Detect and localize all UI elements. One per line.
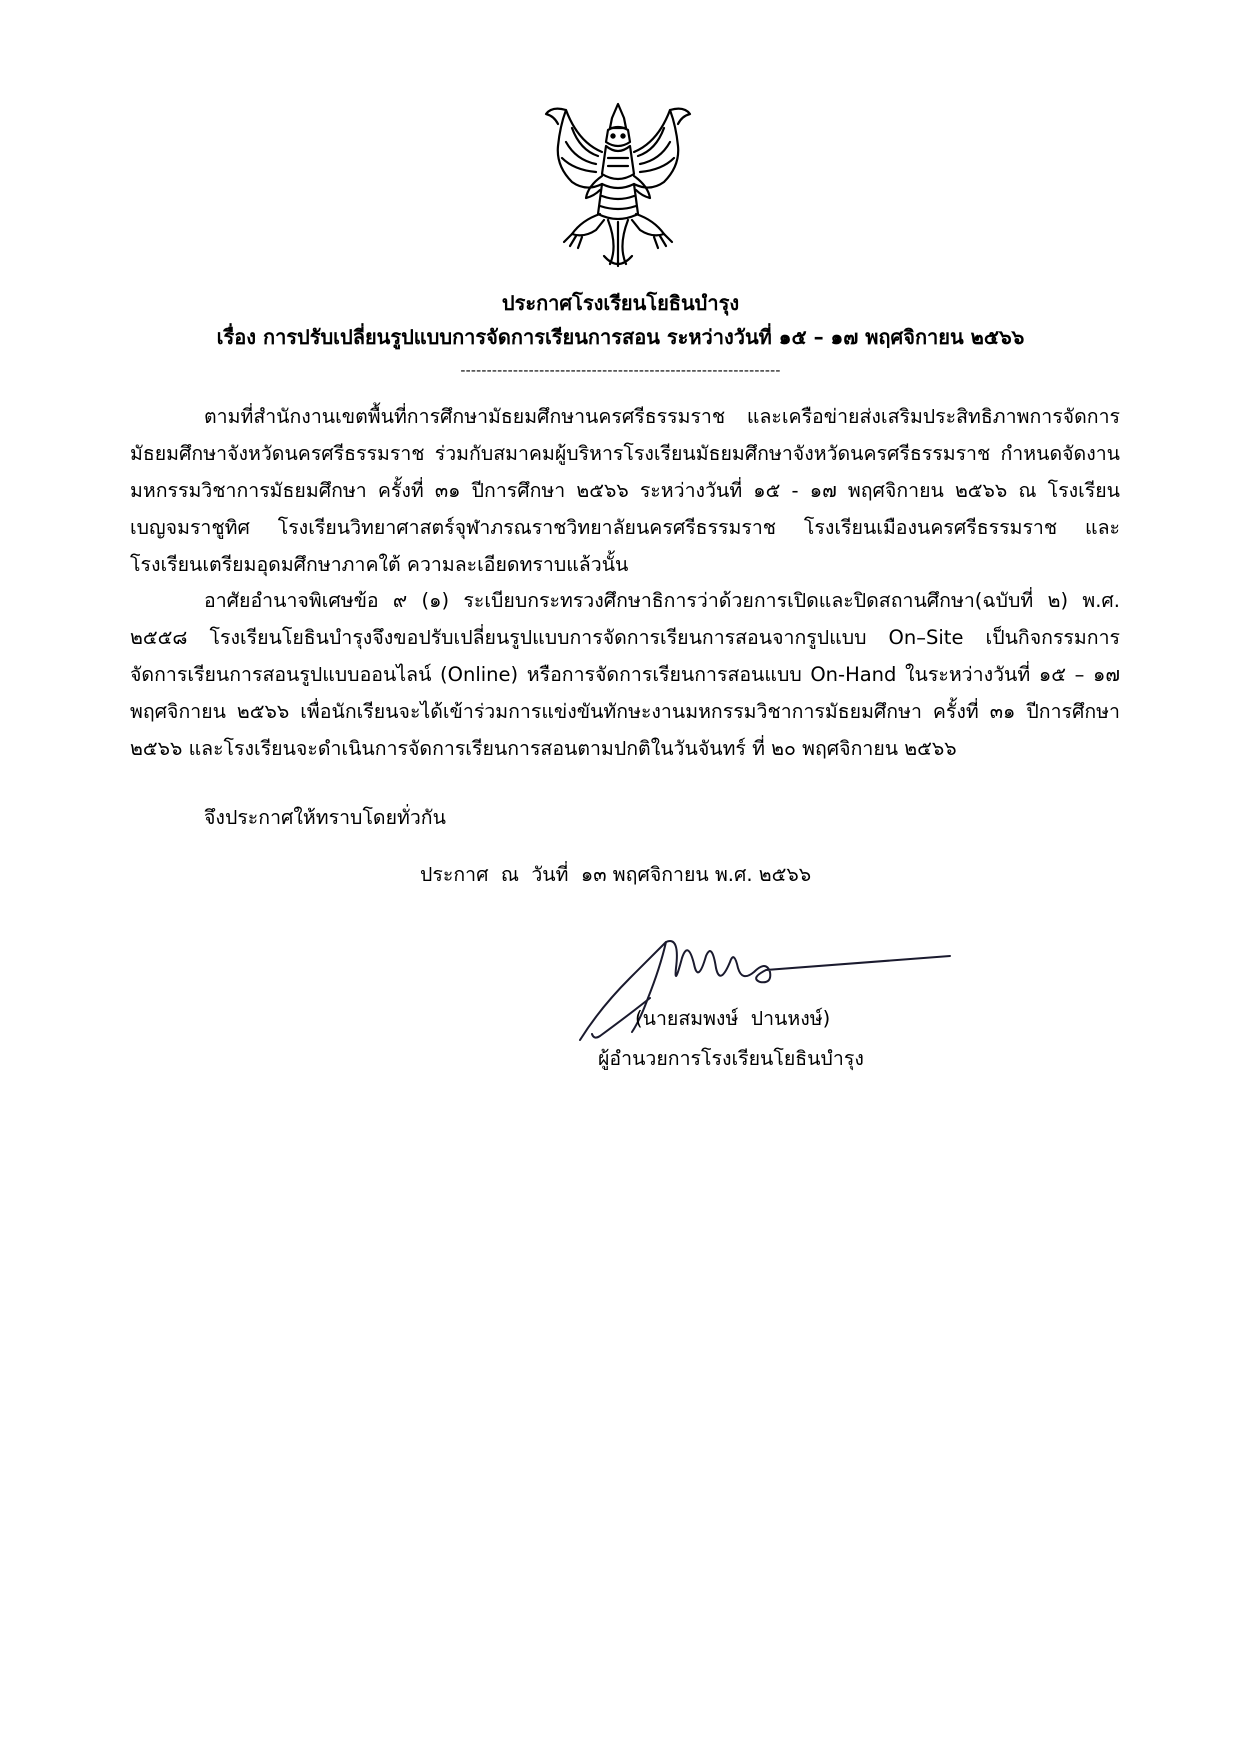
body-paragraph-1: ตามที่สำนักงานเขตพื้นที่การศึกษามัธยมศึกษานครศรีธรรมราช และเครือข่ายส่งเสริมประสิทธิภาพการจัดการมัธยมศึกษาจังหวัดนครศรีธรรมราช ร่วมกับสมาคมผู้บริหารโรงเรียนมัธยมศึกษาจังหวัดนครศรีธรรมราช กำหนดจัดงานมหกรรมวิชาการมัธยมศึกษา ครั้งที่ ๓๑ ปีการศึกษา ๒๕๖๖ ระหว่างวันที่ ๑๕ - ๑๗ พฤศจิกายน ๒๕๖๖ ณ โรงเรียนเบญจมราชูทิศ โรงเรียนวิทยาศาสตร์จุฬาภรณราชวิทยาลัยนครศรีธรรมราช โรงเรียนเมืองนครศรีธรรมราช และโรงเรียนเตรียมอุดมศึกษาภาคใต้ ความละเอียดทราบแล้วนั้น bbox=[130, 405, 1120, 576]
announcement-title: ประกาศโรงเรียนโยธินบำรุง bbox=[501, 291, 740, 315]
garuda-emblem-icon bbox=[538, 96, 698, 274]
signer-name: (นายสมพงษ์ ปานหงษ์) bbox=[635, 1007, 831, 1030]
closing-statement: จึงประกาศให้ทราบโดยทั่วกัน bbox=[204, 806, 446, 829]
announcement-date: ประกาศ ณ วันที่ ๑๓ พฤศจิกายน พ.ศ. ๒๕๖๖ bbox=[420, 863, 812, 886]
separator-rule: ------------------------------------------------------------- bbox=[460, 363, 781, 379]
signer-title: ผู้อำนวยการโรงเรียนโยธินบำรุง bbox=[598, 1047, 864, 1070]
body-paragraph-2: อาศัยอำนาจพิเศษข้อ ๙ (๑) ระเบียบกระทรวงศึกษาธิการว่าด้วยการเปิดและปิดสถานศึกษา(ฉบับที่ ๒) พ.ศ. ๒๕๕๘ โรงเรียนโยธินบำรุงจึงขอปรับเปลี่ยนรูปแบบการจัดการเรียนการสอนจากรูปแบบ On–Site เป็นกิจกรรมการจัดการเรียนการสอนรูปแบบออนไลน์ (Online) หรือการจัดการเรียนการสอนแบบ On-Hand ในระหว่างวันที่ ๑๕ – ๑๗ พฤศจิกายน ๒๕๖๖ เพื่อนักเรียนจะได้เข้าร่วมการแข่งขันทักษะงานมหกรรมวิชาการมัธยมศึกษา ครั้งที่ ๓๑ ปีการศึกษา ๒๕๖๖ และโรงเรียนจะดำเนินการจัดการเรียนการสอนตามปกติในวันจันทร์ ที่ ๒๐ พฤศจิกายน ๒๕๖๖ bbox=[130, 589, 1120, 760]
announcement-subject: เรื่อง การปรับเปลี่ยนรูปแบบการจัดการเรียนการสอน ระหว่างวันที่ ๑๕ – ๑๗ พฤศจิกายน ๒๕๖๖ bbox=[216, 325, 1025, 349]
